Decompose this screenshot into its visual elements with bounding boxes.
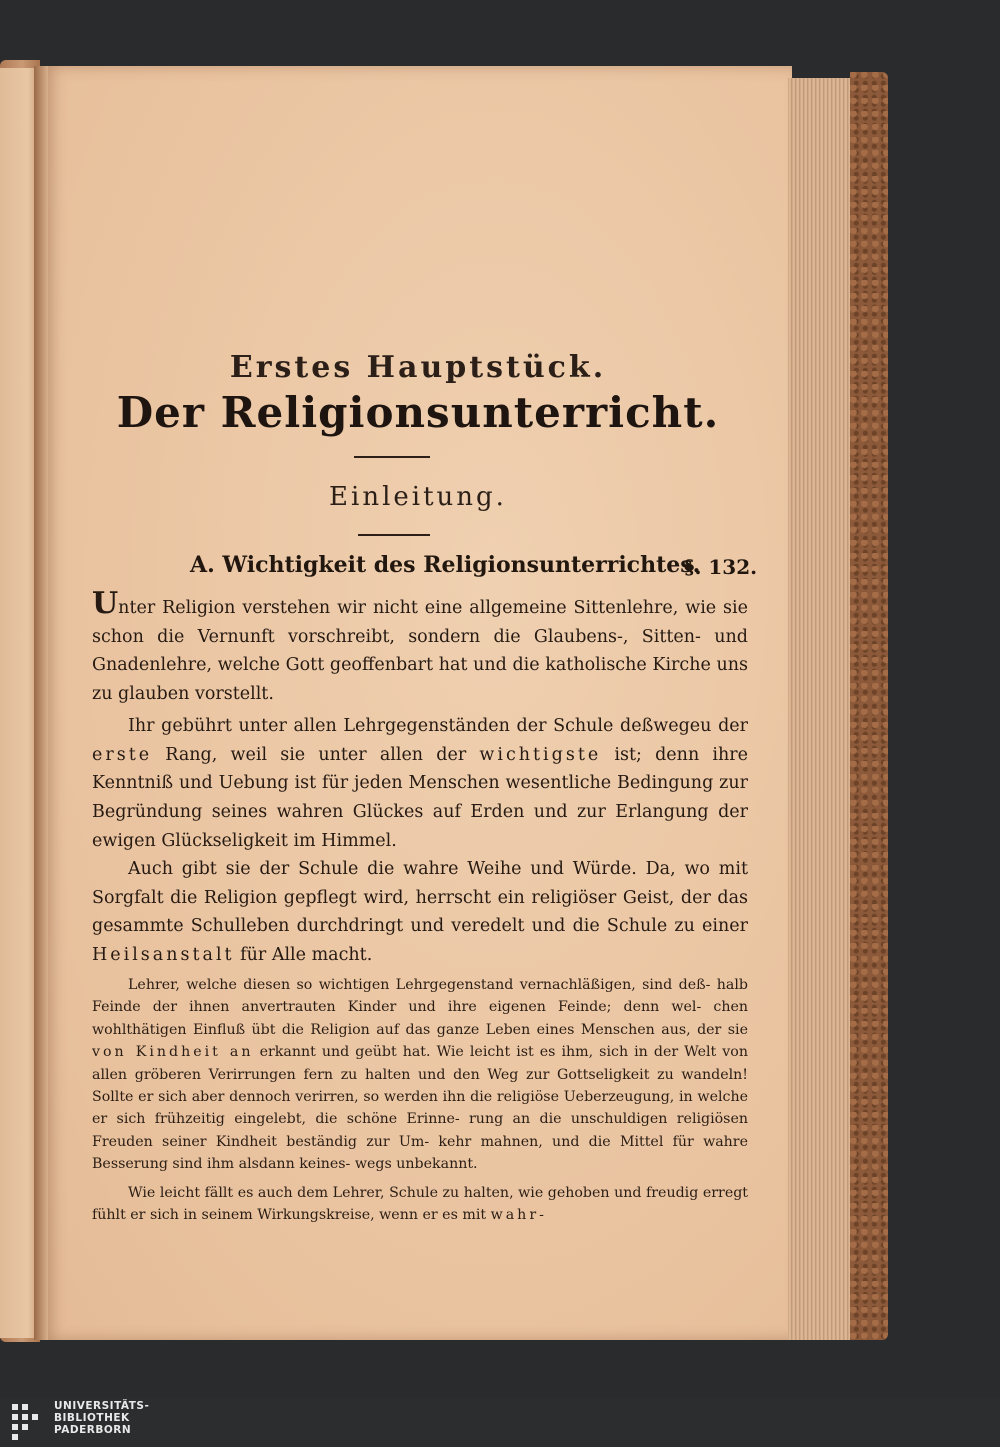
paragraph-2-emphasis-b: wichtigste — [479, 744, 602, 765]
title-divider — [354, 456, 430, 458]
page-block-edges — [788, 78, 856, 1340]
paragraph-2-text-a: Ihr gebührt unter allen Lehrgegenständen der Schule deßwegeu der — [128, 716, 748, 736]
paragraph-2 — [92, 712, 748, 856]
note-1-emphasis: von Kindheit an — [92, 1044, 254, 1061]
footer-bar — [0, 1398, 1000, 1447]
main-title: Der Religionsunterricht. — [116, 388, 720, 437]
paragraph-1 — [92, 586, 748, 709]
drop-initial: U — [92, 586, 119, 621]
note-1-text-a: Lehrer, welche diesen so wichtigen Lehrgegenstand vernachläßigen, sind deß- halb Feinde der ihnen anvertrauten Kinder und ihre eigenen Feinde; denn wel- chen wohlthätigen Einfluß übt die Religion auf das ganze Leben eines Menschen aus, der sie — [92, 977, 748, 1038]
paragraph-3 — [92, 855, 748, 970]
logo-line-1: UNIVERSITÄTS- — [54, 1400, 150, 1412]
note-paragraph-1 — [92, 974, 748, 1176]
spine-shadow — [34, 66, 48, 1340]
paragraph-3-emphasis: Heilsanstalt — [92, 945, 235, 966]
chapter-title: Erstes Hauptstück. — [229, 350, 607, 385]
logo-line-3: PADERBORN — [54, 1424, 132, 1436]
paragraph-2-text-b: Rang, weil sie unter allen der — [152, 744, 480, 765]
right-book-cover — [850, 72, 888, 1340]
section-heading: A. Wichtigkeit des Religionsunterrichtes. — [190, 552, 701, 578]
note-paragraph-2 — [92, 1182, 748, 1227]
paragraph-2-text-c: ist; denn ihre Kenntniß und Uebung ist für jeden Menschen wesentliche Bedingung zur Begründung seines wahren Glückes auf Erden und zur Erlangung der ewigen Glückseligkeit im Himmel. — [92, 744, 748, 851]
note-2-emphasis: wahr- — [490, 1207, 547, 1224]
section-number: §. 132. — [684, 555, 758, 579]
logo-line-2: BIBLIOTHEK — [54, 1412, 130, 1424]
paragraph-2-emphasis-a: erste — [92, 744, 153, 765]
note-2-text: Wie leicht fällt es auch dem Lehrer, Schule zu halten, wie gehoben und freudig erregt fühlt er sich in seinem Wirkungskreise, wenn er es mit — [92, 1185, 748, 1224]
note-1-text-b: erkannt und geübt hat. Wie leicht ist es ihm, sich in der Welt von allen gröberen Verirrungen fern zu halten und den Weg zur Gottseligkeit zu wandeln! Sollte er sich aber dennoch verirren, so werden ihn die religiöse Ueberzeugung, in welche er sich frühzeitig eingelebt, die schöne Erinne- rung an die unschuldigen religiösen Freuden seiner Kindheit beständig zur Um- kehr mahnen, und die Mittel für wahre Besserung sind ihm alsdann keines- wegs unbekannt. — [92, 1044, 748, 1173]
library-logo-icon — [10, 1402, 48, 1442]
paragraph-3-text-b: für Alle macht. — [234, 945, 373, 966]
subheading: Einleitung. — [329, 482, 507, 512]
paragraph-1-text: nter Religion verstehen wir nicht eine allgemeine Sittenlehre, wie sie schon die Vernunft vorschreibt, sondern die Glaubens-, Sitten- und Gnadenlehre, welche Gott geoffenbart hat und die katholische Kirche uns zu glauben vorstellt. — [92, 598, 748, 705]
subheading-divider — [358, 534, 430, 536]
paragraph-3-text-a: Auch gibt sie der Schule die wahre Weihe und Würde. Da, wo mit Sorgfalt die Religion gepflegt wird, herrscht ein religiöser Geist, der das gesammte Schulleben durchdringt und veredelt und die Schule zu einer — [92, 859, 748, 937]
